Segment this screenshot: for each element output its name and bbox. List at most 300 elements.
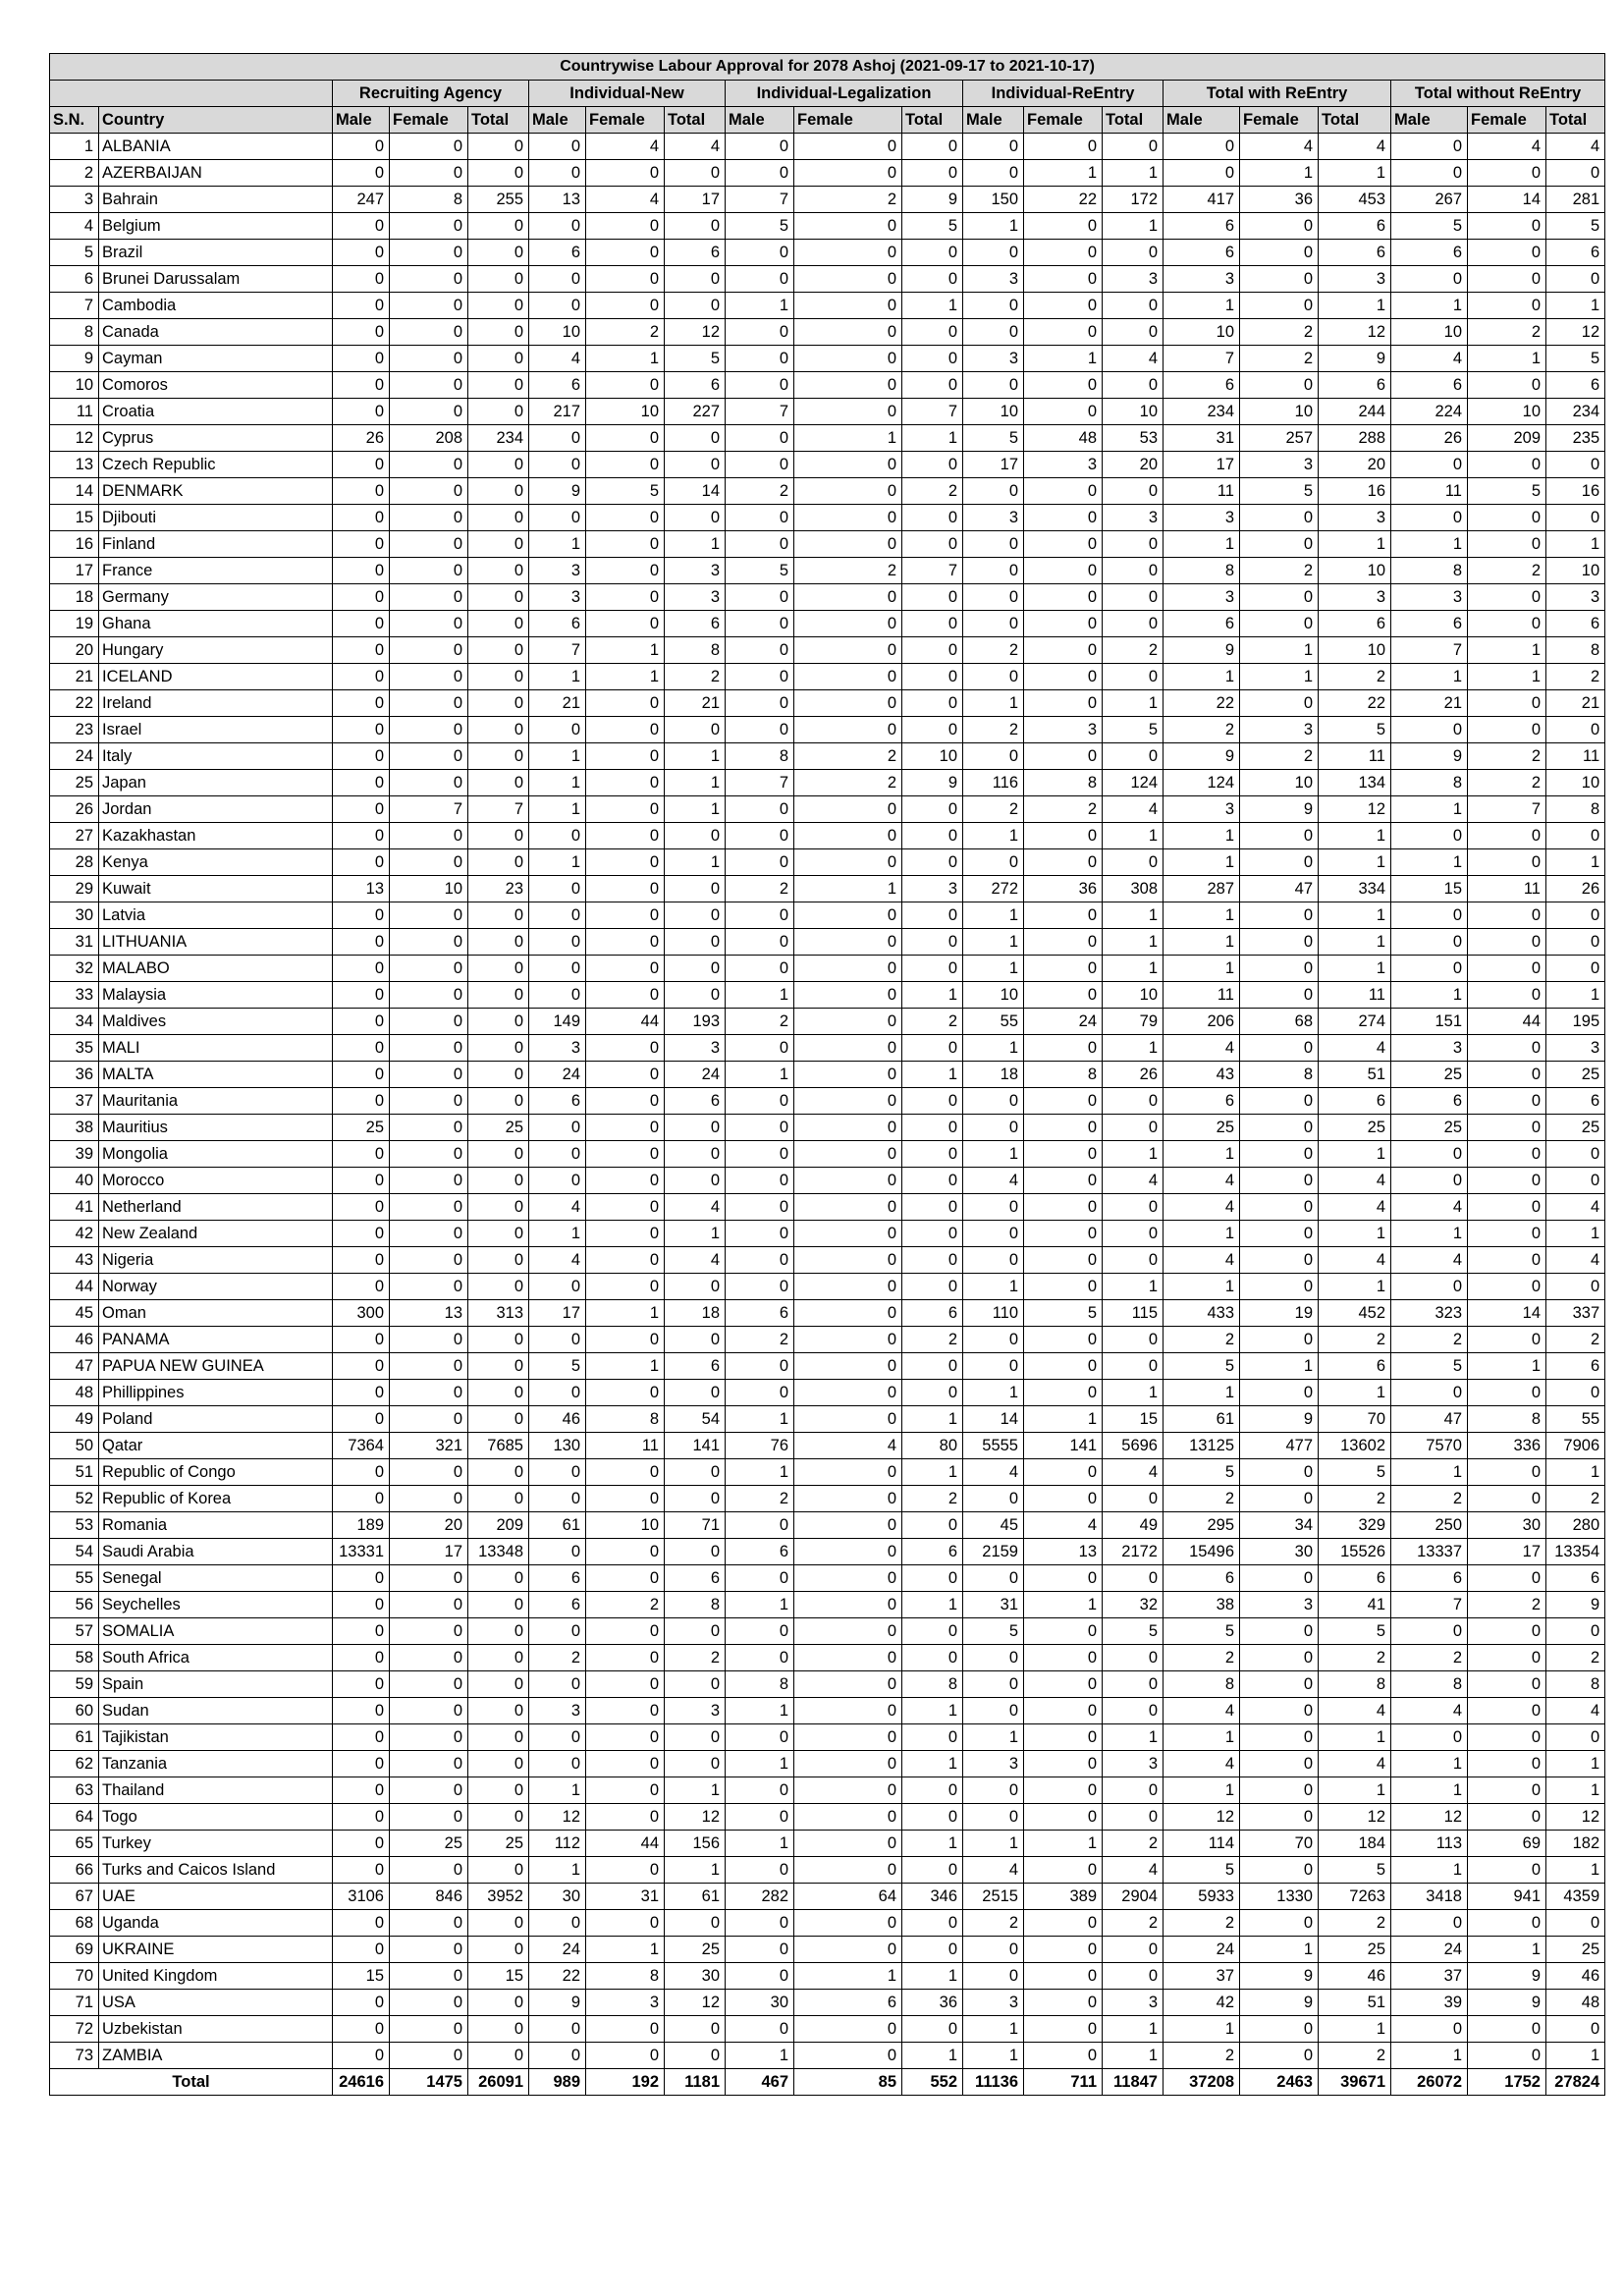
value-cell: 0 [902,690,963,717]
value-cell: 0 [963,160,1024,187]
value-cell: 0 [1103,1353,1164,1380]
value-cell: 0 [902,956,963,982]
value-cell: 0 [586,1141,665,1168]
value-cell: 7 [726,187,794,213]
value-cell: 0 [794,1327,902,1353]
value-cell: 25 [1391,1115,1468,1141]
value-cell: 19 [1240,1300,1319,1327]
value-cell: 1 [1103,823,1164,849]
value-cell: 0 [963,478,1024,505]
value-cell: 0 [665,1141,726,1168]
table-title: Countrywise Labour Approval for 2078 Ashoj (2021-09-17 to 2021-10-17) [50,54,1605,81]
value-cell: 308 [1103,876,1164,902]
value-cell: 0 [963,1247,1024,1274]
value-cell: 7 [1468,796,1546,823]
value-cell: 20 [1319,452,1391,478]
value-cell: 0 [390,1751,468,1777]
country-cell: Kuwait [99,876,333,902]
country-cell: Saudi Arabia [99,1539,333,1565]
value-cell: 0 [1468,717,1546,743]
serial-number-cell: 14 [50,478,99,505]
country-cell: Finland [99,531,333,558]
value-cell: 0 [726,1724,794,1751]
value-cell: 0 [586,611,665,637]
value-cell: 2 [1468,770,1546,796]
value-cell: 5 [529,1353,586,1380]
value-cell: 10 [1240,399,1319,425]
country-cell: Germany [99,584,333,611]
value-cell: 0 [902,1777,963,1804]
group-header-individual-legalization: Individual-Legalization [726,81,963,107]
value-cell: 4 [963,1459,1024,1486]
table-row [50,743,1605,770]
value-cell: 0 [1391,452,1468,478]
value-cell: 15 [1391,876,1468,902]
value-cell: 0 [1024,743,1103,770]
value-cell: 0 [1024,1327,1103,1353]
value-cell: 0 [794,902,902,929]
value-cell: 0 [1468,1804,1546,1831]
value-cell: 12 [529,1804,586,1831]
value-cell: 1 [1546,1857,1605,1884]
value-cell: 14 [1468,1300,1546,1327]
country-cell: Tanzania [99,1751,333,1777]
value-cell: 0 [333,929,390,956]
value-cell: 25 [1546,1062,1605,1088]
value-cell: 0 [794,1035,902,1062]
value-cell: 20 [1103,452,1164,478]
value-cell: 0 [1024,1088,1103,1115]
value-cell: 21 [665,690,726,717]
value-cell: 182 [1546,1831,1605,1857]
value-cell: 0 [665,425,726,452]
value-cell: 0 [390,1777,468,1804]
value-cell: 0 [963,531,1024,558]
value-cell: 0 [963,319,1024,346]
value-cell: 0 [726,956,794,982]
value-cell: 10 [1103,399,1164,425]
value-cell: 8 [665,1592,726,1618]
country-cell: Comoros [99,372,333,399]
value-cell: 5 [1546,346,1605,372]
value-cell: 141 [1024,1433,1103,1459]
serial-number-cell: 50 [50,1433,99,1459]
value-cell: 3 [1319,584,1391,611]
value-cell: 1 [1103,929,1164,956]
value-cell: 0 [1024,690,1103,717]
value-cell: 0 [1024,1247,1103,1274]
value-cell: 6 [1319,611,1391,637]
value-cell: 2 [726,1009,794,1035]
value-cell: 0 [794,372,902,399]
value-cell: 1 [1164,2016,1240,2043]
value-cell: 0 [1103,611,1164,637]
value-cell: 0 [390,1141,468,1168]
value-cell: 43 [1164,1062,1240,1088]
value-cell: 0 [794,1777,902,1804]
value-cell: 0 [726,1645,794,1671]
value-cell: 3 [529,1698,586,1724]
column-header: Male [333,107,390,134]
value-cell: 0 [586,213,665,240]
value-cell: 0 [726,505,794,531]
value-cell: 7570 [1391,1433,1468,1459]
total-value-cell: 467 [726,2069,794,2096]
value-cell: 0 [586,558,665,584]
value-cell: 250 [1391,1512,1468,1539]
value-cell: 0 [529,876,586,902]
value-cell: 0 [1468,1327,1546,1353]
value-cell: 0 [1103,1221,1164,1247]
value-cell: 2 [902,1486,963,1512]
value-cell: 0 [529,2016,586,2043]
value-cell: 0 [390,956,468,982]
value-cell: 1 [1103,1035,1164,1062]
value-cell: 0 [726,902,794,929]
value-cell: 4 [1319,1194,1391,1221]
value-cell: 0 [468,1327,529,1353]
value-cell: 10 [586,399,665,425]
value-cell: 0 [902,1141,963,1168]
total-value-cell: 2463 [1240,2069,1319,2096]
country-cell: Nigeria [99,1247,333,1274]
value-cell: 0 [963,1645,1024,1671]
value-cell: 389 [1024,1884,1103,1910]
group-header-individual-new: Individual-New [529,81,726,107]
serial-number-cell: 54 [50,1539,99,1565]
value-cell: 14 [665,478,726,505]
value-cell: 6 [1546,240,1605,266]
value-cell: 0 [586,1910,665,1937]
value-cell: 0 [1468,1645,1546,1671]
value-cell: 0 [902,319,963,346]
serial-number-cell: 35 [50,1035,99,1062]
value-cell: 0 [1240,1115,1319,1141]
value-cell: 0 [1103,1671,1164,1698]
value-cell: 0 [902,929,963,956]
value-cell: 1 [529,743,586,770]
value-cell: 0 [1391,956,1468,982]
value-cell: 1 [1024,160,1103,187]
value-cell: 0 [1468,1274,1546,1300]
value-cell: 0 [963,584,1024,611]
value-cell: 115 [1103,1300,1164,1327]
value-cell: 15 [468,1963,529,1990]
country-cell: Phillippines [99,1380,333,1406]
value-cell: 6 [529,611,586,637]
value-cell: 1 [1319,849,1391,876]
value-cell: 0 [902,1565,963,1592]
value-cell: 3 [1546,1035,1605,1062]
value-cell: 0 [529,1486,586,1512]
value-cell: 0 [1468,1671,1546,1698]
value-cell: 0 [333,796,390,823]
value-cell: 5 [1391,1353,1468,1380]
value-cell: 70 [1319,1406,1391,1433]
value-cell: 0 [586,1327,665,1353]
value-cell: 8 [1546,637,1605,664]
value-cell: 2 [1319,2043,1391,2069]
value-cell: 0 [902,717,963,743]
value-cell: 0 [1468,1459,1546,1486]
labour-approval-table [49,53,1605,2096]
value-cell: 39 [1391,1990,1468,2016]
value-cell: 0 [1468,293,1546,319]
country-cell: Poland [99,1406,333,1433]
value-cell: 1 [665,531,726,558]
value-cell: 1 [1546,982,1605,1009]
table-row [50,1857,1605,1884]
value-cell: 1 [1103,956,1164,982]
value-cell: 0 [963,1115,1024,1141]
value-cell: 0 [1240,1035,1319,1062]
total-value-cell: 711 [1024,2069,1103,2096]
value-cell: 1 [1164,1724,1240,1751]
value-cell: 1 [726,1459,794,1486]
value-cell: 7906 [1546,1433,1605,1459]
table-row [50,1274,1605,1300]
value-cell: 0 [1024,1857,1103,1884]
value-cell: 3 [963,346,1024,372]
table-row [50,1645,1605,1671]
value-cell: 30 [1240,1539,1319,1565]
value-cell: 0 [1024,637,1103,664]
value-cell: 0 [333,1645,390,1671]
value-cell: 12 [1546,1804,1605,1831]
value-cell: 2 [902,1327,963,1353]
value-cell: 4 [1319,1698,1391,1724]
value-cell: 41 [1319,1592,1391,1618]
value-cell: 44 [586,1831,665,1857]
table-row [50,770,1605,796]
table-row [50,372,1605,399]
value-cell: 0 [726,690,794,717]
serial-number-cell: 36 [50,1062,99,1088]
value-cell: 0 [963,1221,1024,1247]
value-cell: 0 [1240,1857,1319,1884]
table-row [50,187,1605,213]
value-cell: 9 [1391,743,1468,770]
value-cell: 0 [333,1380,390,1406]
value-cell: 2 [1319,1486,1391,1512]
value-cell: 0 [1024,929,1103,956]
value-cell: 0 [390,1353,468,1380]
value-cell: 0 [1024,982,1103,1009]
value-cell: 1 [1319,902,1391,929]
value-cell: 47 [1391,1406,1468,1433]
value-cell: 0 [794,452,902,478]
value-cell: 0 [468,2043,529,2069]
value-cell: 9 [529,478,586,505]
value-cell: 0 [794,1115,902,1141]
value-cell: 22 [1024,187,1103,213]
value-cell: 4 [1319,134,1391,160]
value-cell: 0 [586,982,665,1009]
value-cell: 1 [665,796,726,823]
value-cell: 2 [1319,1327,1391,1353]
value-cell: 6 [665,1088,726,1115]
value-cell: 0 [1024,1804,1103,1831]
value-cell: 0 [1024,1141,1103,1168]
value-cell: 0 [726,637,794,664]
value-cell: 0 [586,796,665,823]
value-cell: 2 [963,796,1024,823]
value-cell: 1 [1546,2043,1605,2069]
value-cell: 5 [1164,1353,1240,1380]
value-cell: 0 [902,637,963,664]
value-cell: 0 [390,505,468,531]
value-cell: 1 [963,1380,1024,1406]
value-cell: 0 [1468,1168,1546,1194]
value-cell: 0 [794,1247,902,1274]
country-cell: Mauritania [99,1088,333,1115]
value-cell: 8 [1546,1671,1605,1698]
value-cell: 0 [390,1035,468,1062]
value-cell: 234 [1164,399,1240,425]
column-header: Female [390,107,468,134]
value-cell: 2 [1164,1486,1240,1512]
value-cell: 941 [1468,1884,1546,1910]
value-cell: 36 [902,1990,963,2016]
value-cell: 0 [902,1724,963,1751]
value-cell: 80 [902,1433,963,1459]
value-cell: 6 [665,240,726,266]
value-cell: 0 [586,584,665,611]
group-header-recruiting-agency: Recruiting Agency [333,81,529,107]
value-cell: 0 [665,1539,726,1565]
value-cell: 4 [1164,1751,1240,1777]
value-cell: 0 [1024,240,1103,266]
value-cell: 0 [1024,1671,1103,1698]
value-cell: 0 [468,1777,529,1804]
value-cell: 0 [1103,1327,1164,1353]
value-cell: 0 [390,664,468,690]
value-cell: 0 [1240,1618,1319,1645]
value-cell: 0 [1240,1565,1319,1592]
value-cell: 0 [333,1777,390,1804]
value-cell: 1 [1546,1221,1605,1247]
value-cell: 1 [902,1963,963,1990]
value-cell: 2 [1546,664,1605,690]
value-cell: 0 [794,849,902,876]
country-cell: Italy [99,743,333,770]
value-cell: 0 [794,1592,902,1618]
value-cell: 0 [963,1327,1024,1353]
value-cell: 0 [333,319,390,346]
value-cell: 3 [665,1698,726,1724]
table-row [50,240,1605,266]
value-cell: 1 [726,293,794,319]
value-cell: 25 [1319,1115,1391,1141]
value-cell: 0 [390,929,468,956]
value-cell: 0 [726,823,794,849]
total-value-cell: 27824 [1546,2069,1605,2096]
value-cell: 0 [586,1565,665,1592]
value-cell: 0 [794,240,902,266]
value-cell: 0 [529,956,586,982]
value-cell: 1 [529,849,586,876]
value-cell: 0 [726,929,794,956]
value-cell: 4 [1240,134,1319,160]
value-cell: 0 [468,770,529,796]
value-cell: 0 [963,849,1024,876]
value-cell: 0 [1024,1618,1103,1645]
value-cell: 0 [529,982,586,1009]
value-cell: 2 [1319,1645,1391,1671]
value-cell: 2 [586,319,665,346]
country-cell: Kazakhastan [99,823,333,849]
value-cell: 0 [794,637,902,664]
value-cell: 0 [333,399,390,425]
country-cell: Mongolia [99,1141,333,1168]
serial-number-cell: 24 [50,743,99,770]
value-cell: 0 [468,1380,529,1406]
value-cell: 1 [586,1353,665,1380]
value-cell: 4 [665,134,726,160]
value-cell: 0 [333,1910,390,1937]
serial-number-cell: 53 [50,1512,99,1539]
country-cell: Canada [99,319,333,346]
value-cell: 1 [726,1062,794,1088]
serial-number-cell: 67 [50,1884,99,1910]
column-header: Female [1240,107,1319,134]
value-cell: 0 [794,796,902,823]
value-cell: 0 [665,717,726,743]
value-cell: 0 [1024,823,1103,849]
value-cell: 0 [1240,1247,1319,1274]
value-cell: 0 [468,849,529,876]
value-cell: 1 [1164,956,1240,982]
value-cell: 15 [1103,1406,1164,1433]
serial-number-cell: 46 [50,1327,99,1353]
value-cell: 0 [468,1751,529,1777]
value-cell: 1 [1164,664,1240,690]
value-cell: 1 [902,425,963,452]
table-body [50,134,1605,2069]
value-cell: 0 [963,1698,1024,1724]
value-cell: 0 [665,2043,726,2069]
table-row [50,664,1605,690]
value-cell: 0 [726,1221,794,1247]
value-cell: 25 [1164,1115,1240,1141]
table-row [50,531,1605,558]
table-row [50,823,1605,849]
serial-number-cell: 43 [50,1247,99,1274]
value-cell: 8 [1024,1062,1103,1088]
country-cell: Spain [99,1671,333,1698]
value-cell: 6 [1319,1088,1391,1115]
value-cell: 0 [794,478,902,505]
country-cell: Cambodia [99,293,333,319]
value-cell: 0 [333,2016,390,2043]
value-cell: 0 [665,1274,726,1300]
value-cell: 0 [902,1168,963,1194]
value-cell: 6 [1164,1565,1240,1592]
serial-number-cell: 12 [50,425,99,452]
value-cell: 1 [1024,346,1103,372]
value-cell: 1 [1024,1406,1103,1433]
value-cell: 0 [333,213,390,240]
country-cell: Sudan [99,1698,333,1724]
value-cell: 0 [333,770,390,796]
value-cell: 110 [963,1300,1024,1327]
value-cell: 13602 [1319,1433,1391,1459]
value-cell: 0 [1468,2043,1546,2069]
value-cell: 0 [902,1380,963,1406]
table-row [50,1168,1605,1194]
serial-number-cell: 61 [50,1724,99,1751]
value-cell: 0 [794,1194,902,1221]
